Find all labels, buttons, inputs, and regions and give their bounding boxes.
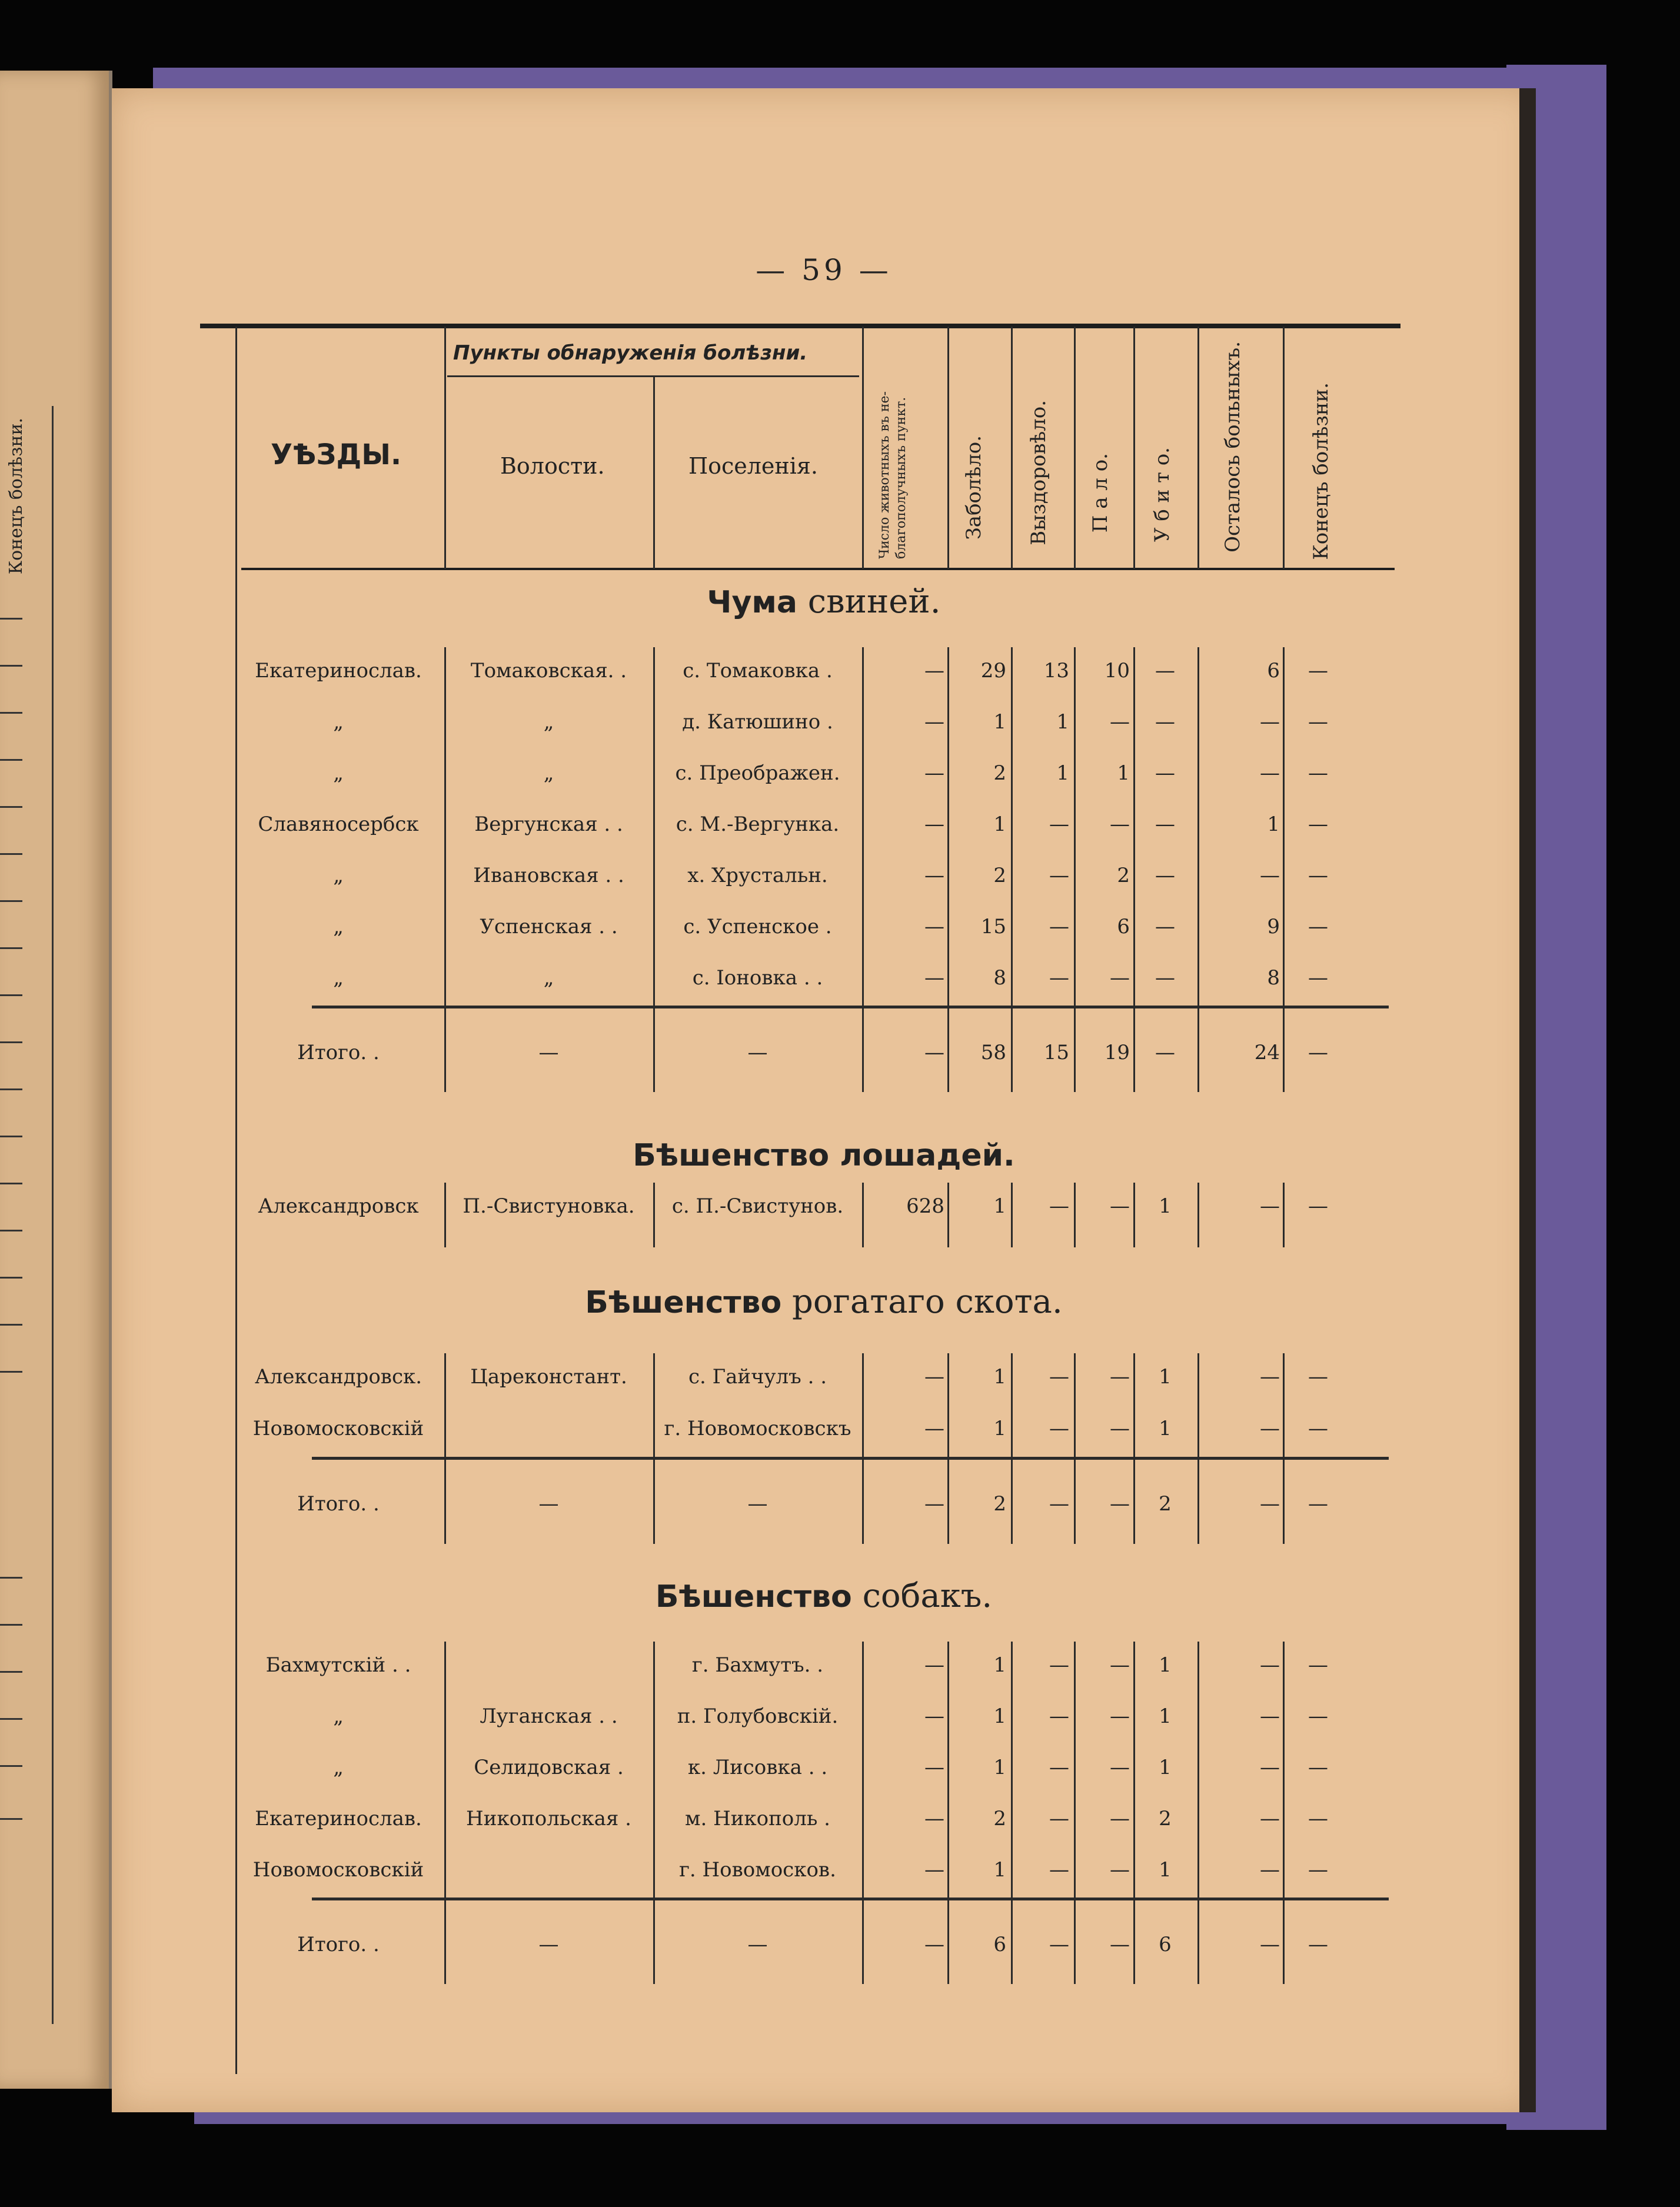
column-divider [444, 1642, 446, 1984]
table-cell: 1 [993, 710, 1006, 734]
column-divider [1283, 1353, 1285, 1544]
total-cell: — [538, 1492, 559, 1516]
total-cell: — [924, 1933, 944, 1956]
total-rule [312, 1006, 1389, 1008]
table-cell: Новомосковскій [252, 1417, 424, 1440]
table-cell: — [1049, 966, 1069, 990]
table-cell: — [1308, 1807, 1328, 1830]
table-cell: с. Преображен. [675, 761, 840, 785]
table-cell: 1 [993, 1194, 1006, 1218]
header-divider [1197, 327, 1199, 569]
header-divider [653, 377, 655, 569]
table-cell: 2 [993, 761, 1006, 785]
total-cell: — [1049, 1492, 1069, 1516]
table-cell: — [924, 1365, 944, 1389]
table-cell: — [1155, 710, 1175, 734]
header-divider [1074, 327, 1076, 569]
table-cell: с. Гайчулъ . . [688, 1365, 827, 1389]
total-cell: Итого. . [297, 1492, 380, 1516]
left-page-dash [0, 1577, 22, 1579]
table-cell: д. Катюшино . [682, 710, 833, 734]
table-cell: — [1260, 761, 1280, 785]
column-divider [444, 1183, 446, 1247]
total-cell: — [1260, 1933, 1280, 1956]
table-cell: — [1260, 864, 1280, 887]
total-cell: 15 [1043, 1041, 1069, 1064]
column-divider [653, 1353, 655, 1544]
table-cell: Александровск. [254, 1365, 423, 1389]
table-cell: — [924, 659, 944, 683]
column-divider [947, 1642, 949, 1984]
column-divider [1283, 1183, 1285, 1247]
total-cell: — [1308, 1933, 1328, 1956]
header-divider [1283, 327, 1285, 569]
table-cell: Бахмутскій . . [265, 1653, 411, 1677]
column-divider [862, 1353, 864, 1544]
table-cell: 1 [993, 1365, 1006, 1389]
table-cell: — [924, 710, 944, 734]
table-cell: — [924, 1653, 944, 1677]
table-cell: 1 [993, 1756, 1006, 1779]
column-divider [1133, 1183, 1135, 1247]
table-top-rule [200, 324, 1400, 328]
table-cell: 6 [1267, 659, 1280, 683]
table-cell: х. Хрустальн. [687, 864, 828, 887]
left-page-dash [0, 1718, 22, 1720]
total-cell: Итого. . [297, 1041, 380, 1064]
table-cell: — [1308, 1756, 1328, 1779]
table-cell: — [1110, 966, 1130, 990]
table-cell: 2 [1159, 1807, 1172, 1830]
total-cell: 6 [1159, 1933, 1172, 1956]
table-cell: 1 [1117, 761, 1130, 785]
table-cell: 2 [993, 864, 1006, 887]
table-cell: 13 [1043, 659, 1069, 683]
header-zabolelo: Заболѣло. [962, 435, 986, 540]
column-divider [1074, 1353, 1076, 1544]
table-cell: — [1110, 1365, 1130, 1389]
table-cell: — [1049, 1194, 1069, 1218]
column-divider [1074, 1642, 1076, 1984]
table-cell: Новомосковскій [252, 1858, 424, 1882]
table-cell: „ [333, 710, 344, 734]
header-divider [444, 327, 446, 569]
table-cell: — [1155, 864, 1175, 887]
left-page-dash [0, 900, 22, 902]
header-animals-line1: Число животныхъ въ не- [877, 391, 892, 559]
table-cell: — [1155, 659, 1175, 683]
left-page-dash [0, 618, 22, 620]
table-cell: 1 [993, 1417, 1006, 1440]
table-cell: 1 [1159, 1705, 1172, 1728]
table-cell: Екатеринослав. [255, 659, 422, 683]
table-cell: — [924, 966, 944, 990]
column-divider [947, 1353, 949, 1544]
left-page-header: Конецъ болѣзни. [6, 418, 26, 575]
total-cell: — [924, 1041, 944, 1064]
table-cell: — [1110, 1858, 1130, 1882]
table-cell: 1 [1056, 761, 1069, 785]
table-cell: — [1308, 1858, 1328, 1882]
column-divider [1011, 1642, 1013, 1984]
table-cell: Александровск [258, 1194, 419, 1218]
table-cell: — [1155, 761, 1175, 785]
column-divider [444, 647, 446, 1092]
table-cell: 29 [980, 659, 1006, 683]
table-cell: — [1260, 1807, 1280, 1830]
column-divider [1197, 647, 1199, 1092]
total-cell: — [1308, 1041, 1328, 1064]
table-cell: 1 [993, 813, 1006, 836]
section-title-bold: Бѣшенство [655, 1579, 852, 1615]
table-cell: 1 [1159, 1858, 1172, 1882]
table-cell: 1 [1159, 1417, 1172, 1440]
total-cell: — [1049, 1933, 1069, 1956]
total-cell: 58 [980, 1041, 1006, 1064]
table-cell: — [1049, 915, 1069, 938]
table-cell: — [1110, 1756, 1130, 1779]
table-cell: — [1308, 659, 1328, 683]
total-cell: 6 [993, 1933, 1006, 1956]
table-cell: Никопольская . [466, 1807, 631, 1830]
column-divider [1011, 1353, 1013, 1544]
left-page-dash [0, 712, 22, 714]
table-cell: — [1308, 864, 1328, 887]
column-divider [653, 647, 655, 1092]
column-divider [653, 1183, 655, 1247]
table-cell: 8 [1267, 966, 1280, 990]
table-cell: — [1049, 813, 1069, 836]
header-ubito: У б и т о. [1150, 447, 1174, 542]
total-rule [312, 1898, 1389, 1900]
table-cell: — [1110, 1417, 1130, 1440]
table-cell: 1 [1159, 1365, 1172, 1389]
table-cell: — [924, 813, 944, 836]
table-cell: Цареконстант. [470, 1365, 627, 1389]
left-page-dash [0, 947, 22, 949]
table-cell: Луганская . . [480, 1705, 618, 1728]
table-cell: — [1308, 813, 1328, 836]
section-title-bold: Бѣшенство [585, 1285, 782, 1320]
table-cell: — [1155, 966, 1175, 990]
header-uezdy: УѢЗДЫ. [271, 438, 402, 471]
table-cell: — [1049, 1365, 1069, 1389]
column-divider [947, 1183, 949, 1247]
column-divider [1283, 1642, 1285, 1984]
total-cell: — [1110, 1933, 1130, 1956]
total-cell: — [538, 1041, 559, 1064]
table-cell: к. Лисовка . . [687, 1756, 828, 1779]
table-cell: „ [333, 1756, 344, 1779]
table-cell: „ [543, 966, 554, 990]
total-cell: — [1260, 1492, 1280, 1516]
total-cell: 2 [993, 1492, 1006, 1516]
left-page-dash [0, 994, 22, 996]
total-cell: 19 [1104, 1041, 1130, 1064]
left-page-dash [0, 1818, 22, 1820]
table-cell: „ [333, 966, 344, 990]
column-divider [1197, 1183, 1199, 1247]
column-divider [862, 1183, 864, 1247]
left-page-dash [0, 1088, 22, 1090]
table-cell: 1 [993, 1858, 1006, 1882]
header-divider [862, 327, 864, 569]
column-divider [653, 1642, 655, 1984]
column-divider [1011, 647, 1013, 1092]
table-cell: с. Томаковка . [683, 659, 833, 683]
table-cell: — [1049, 864, 1069, 887]
table-cell: — [924, 1417, 944, 1440]
header-divider [947, 327, 949, 569]
document-page [112, 88, 1536, 2112]
section-title-bold: Бѣшенство лошадей. [633, 1138, 1015, 1173]
table-cell: — [924, 915, 944, 938]
header-group-title: Пункты обнаруженія болѣзни. [453, 341, 808, 365]
table-cell: — [1308, 1365, 1328, 1389]
page-number: — 59 — [756, 253, 892, 287]
total-cell: 2 [1159, 1492, 1172, 1516]
header-bottom-rule [241, 568, 1395, 570]
header-divider [1011, 327, 1013, 569]
header-animals-line2: благополучныхъ пункт. [894, 397, 909, 559]
total-cell: — [924, 1492, 944, 1516]
section-title-rest: свиней. [807, 582, 941, 621]
table-cell: 1 [1267, 813, 1280, 836]
header-divider [1133, 327, 1135, 569]
total-cell: — [538, 1933, 559, 1956]
table-cell: с. Іоновка . . [692, 966, 823, 990]
table-cell: „ [543, 761, 554, 785]
table-cell: Ивановская . . [473, 864, 624, 887]
table-cell: — [1049, 1756, 1069, 1779]
header-konets: Конецъ болѣзни. [1309, 382, 1333, 560]
column-divider [444, 1353, 446, 1544]
left-page-dash [0, 665, 22, 667]
table-cell: — [1049, 1807, 1069, 1830]
section-title-bold: Чума [707, 585, 797, 620]
table-cell: 2 [993, 1807, 1006, 1830]
table-cell: — [1308, 1653, 1328, 1677]
left-page-dash [0, 1624, 22, 1626]
left-page-dash [0, 1324, 22, 1326]
column-divider [947, 647, 949, 1092]
table-cell: — [1260, 1417, 1280, 1440]
column-divider [1011, 1183, 1013, 1247]
header-animals-count [877, 335, 910, 559]
table-cell: — [1308, 966, 1328, 990]
table-cell: — [1110, 1705, 1130, 1728]
table-cell: 6 [1117, 915, 1130, 938]
column-divider [1133, 1353, 1135, 1544]
table-cell: — [1110, 1653, 1130, 1677]
total-cell: Итого. . [297, 1933, 380, 1956]
table-cell: г. Новомосковскъ [664, 1417, 851, 1440]
table-cell: 9 [1267, 915, 1280, 938]
header-palo: П а л о. [1089, 453, 1112, 533]
header-volosti: Волости. [500, 453, 605, 479]
left-page-dash [0, 1671, 22, 1673]
table-cell: 10 [1104, 659, 1130, 683]
total-cell: 24 [1254, 1041, 1280, 1064]
table-cell: — [1110, 813, 1130, 836]
table-cell: „ [333, 1705, 344, 1728]
table-cell: 1 [1159, 1756, 1172, 1779]
table-cell: — [1049, 1858, 1069, 1882]
header-vyzdorovelo: Выздоровѣло. [1027, 400, 1050, 545]
table-cell: Славяносербск [258, 813, 419, 836]
table-cell: — [1155, 915, 1175, 938]
column-divider [1197, 1642, 1199, 1984]
table-cell: с. Успенское . [683, 915, 832, 938]
table-cell: 1 [1159, 1194, 1172, 1218]
table-cell: П.-Свистуновка. [463, 1194, 635, 1218]
left-page-dash [0, 1041, 22, 1043]
section-title-rest: рогатаго скота. [791, 1283, 1063, 1321]
table-cell: — [924, 1705, 944, 1728]
total-cell: — [747, 1492, 768, 1516]
column-divider [1133, 647, 1135, 1092]
table-cell: 2 [1117, 864, 1130, 887]
table-cell: 8 [993, 966, 1006, 990]
table-cell: — [1049, 1653, 1069, 1677]
table-cell: — [1049, 1417, 1069, 1440]
table-cell: — [1308, 1705, 1328, 1728]
left-page-dash [0, 1136, 22, 1137]
table-cell: 15 [980, 915, 1006, 938]
column-divider [862, 647, 864, 1092]
left-page-dash [0, 1183, 22, 1184]
total-cell: — [747, 1041, 768, 1064]
column-divider [1074, 1183, 1076, 1247]
table-cell: с. М.-Вергунка. [676, 813, 840, 836]
left-page-dash [0, 759, 22, 761]
table-cell: „ [333, 864, 344, 887]
table-cell: — [1260, 1365, 1280, 1389]
total-cell: — [1110, 1492, 1130, 1516]
left-page-dash [0, 1277, 22, 1279]
table-cell: с. П.-Свистунов. [671, 1194, 844, 1218]
table-cell: — [1110, 1807, 1130, 1830]
table-cell: — [1260, 1705, 1280, 1728]
table-cell: — [1260, 1858, 1280, 1882]
section-title-horse-rabies [112, 1136, 1536, 1174]
table-cell: — [1155, 813, 1175, 836]
table-cell: 1 [1056, 710, 1069, 734]
left-page-dash [0, 1371, 22, 1373]
total-rule [312, 1457, 1389, 1460]
left-page-dash [0, 853, 22, 855]
table-cell: — [1308, 915, 1328, 938]
table-cell: Томаковская. . [470, 659, 627, 683]
table-cell: — [1308, 761, 1328, 785]
table-cell: Екатеринослав. [255, 1807, 422, 1830]
table-cell: — [1260, 1756, 1280, 1779]
left-page-dash [0, 1230, 22, 1231]
total-cell: — [1308, 1492, 1328, 1516]
table-cell: — [1308, 1417, 1328, 1440]
total-cell: — [1155, 1041, 1175, 1064]
table-cell: 1 [1159, 1653, 1172, 1677]
left-page-edge [0, 71, 112, 2089]
table-cell: — [1049, 1705, 1069, 1728]
left-page-dash [0, 1765, 22, 1767]
table-cell: Селидовская . [474, 1756, 624, 1779]
table-cell: 1 [993, 1653, 1006, 1677]
table-cell: 628 [906, 1194, 944, 1218]
table-cell: — [1260, 1653, 1280, 1677]
section-title-dog-rabies [112, 1577, 1536, 1615]
table-cell: „ [333, 915, 344, 938]
table-cell: — [924, 1756, 944, 1779]
section-title-swine-plague [112, 582, 1536, 621]
table-cell: — [1308, 710, 1328, 734]
header-ostalos: Осталось больныхъ. [1221, 341, 1245, 552]
table-cell: — [1110, 710, 1130, 734]
column-divider [1133, 1642, 1135, 1984]
table-cell: г. Бахмутъ. . [691, 1653, 824, 1677]
section-title-cattle-rabies [112, 1283, 1536, 1321]
table-cell: — [1308, 1194, 1328, 1218]
section-title-rest: собакъ. [862, 1577, 993, 1615]
table-cell: 1 [993, 1705, 1006, 1728]
table-cell: п. Голубовскій. [677, 1705, 839, 1728]
table-cell: — [924, 1858, 944, 1882]
left-page-dash [0, 806, 22, 808]
column-divider [1197, 1353, 1199, 1544]
table-cell: Успенская . . [480, 915, 618, 938]
header-poseleniya: Поселенія. [688, 453, 818, 479]
table-cell: — [924, 864, 944, 887]
table-cell: „ [333, 761, 344, 785]
total-cell: — [747, 1933, 768, 1956]
table-cell: г. Новомосков. [679, 1858, 836, 1882]
table-cell: „ [543, 710, 554, 734]
table-cell: — [1110, 1194, 1130, 1218]
column-divider [862, 1642, 864, 1984]
table-cell: — [1260, 1194, 1280, 1218]
table-cell: м. Никополь . [685, 1807, 830, 1830]
table-cell: Вергунская . . [474, 813, 623, 836]
table-cell: — [1260, 710, 1280, 734]
table-cell: — [924, 761, 944, 785]
column-divider [1074, 647, 1076, 1092]
table-cell: — [924, 1807, 944, 1830]
column-divider [1283, 647, 1285, 1092]
left-page-rule [52, 406, 54, 2024]
